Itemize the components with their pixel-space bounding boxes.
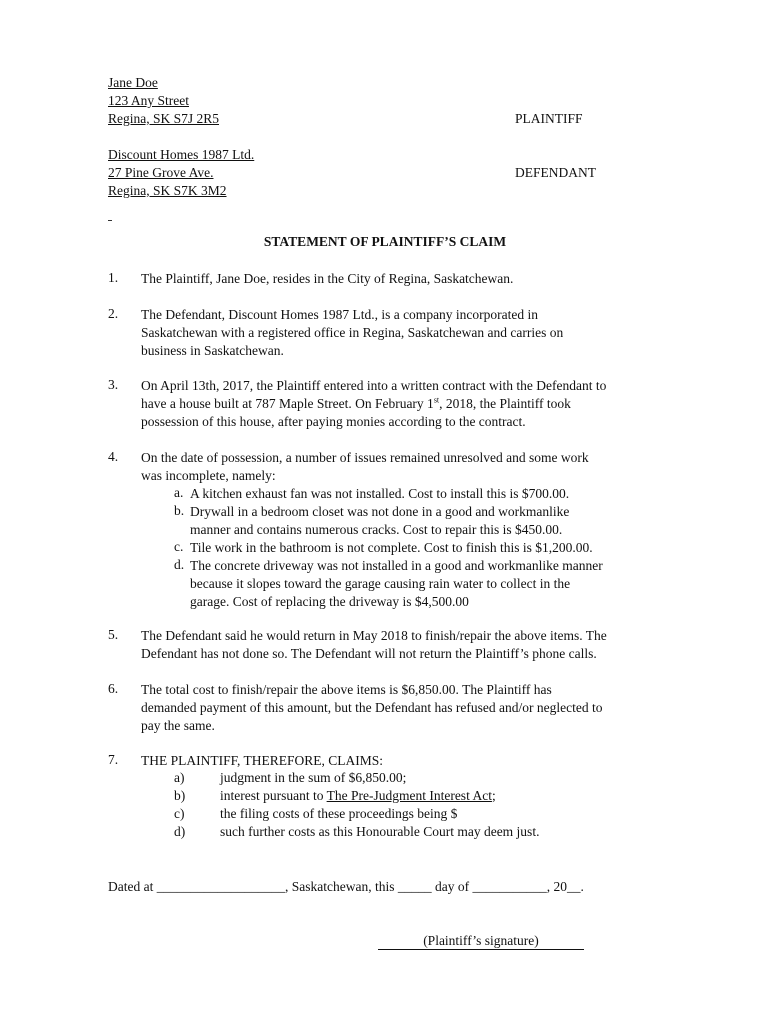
paragraph-number: 1. xyxy=(108,270,119,285)
plaintiff-street: 123 Any Street xyxy=(108,93,189,108)
paragraph-number: 6. xyxy=(108,681,119,696)
plaintiff-city: Regina, SK S7J 2R5 xyxy=(108,111,220,126)
paragraph-line: have a house built at 787 Maple Street. On February 1st, 2018, the Plaintiff took xyxy=(141,395,571,411)
paragraph-line: On the date of possession, a number of issues remained unresolved and some work xyxy=(141,450,589,465)
paragraph-line: was incomplete, namely: xyxy=(141,468,276,483)
paragraph-line: pay the same. xyxy=(141,718,215,733)
paragraph-line: THE PLAINTIFF, THEREFORE, CLAIMS: xyxy=(141,753,384,768)
paragraph-number: 3. xyxy=(108,377,119,392)
paragraph-line: demanded payment of this amount, but the Defendant has refused and/or neglected to xyxy=(141,700,603,715)
defendant-city: Regina, SK S7K 3M2 xyxy=(108,183,227,198)
signature-label: (Plaintiff’s signature) xyxy=(423,933,539,948)
defendant-name: Discount Homes 1987 Ltd. xyxy=(108,147,255,162)
paragraph-line: Defendant has not done so. The Defendant will not return the Plaintiff’s phone calls. xyxy=(141,646,597,661)
act-name: The Pre-Judgment Interest Act xyxy=(326,788,492,803)
paragraph-line: possession of this house, after paying monies according to the contract. xyxy=(141,414,526,429)
document-title: STATEMENT OF PLAINTIFF’S CLAIM xyxy=(263,234,507,249)
defendant-role: DEFENDANT xyxy=(515,165,596,180)
paragraph-line: Saskatchewan with a registered office in Regina, Saskatchewan and carries on xyxy=(141,325,564,340)
paragraph-number: 5. xyxy=(108,627,119,642)
plaintiff-role: PLAINTIFF xyxy=(515,111,583,126)
signature-line xyxy=(378,932,584,950)
plaintiff-name-line xyxy=(108,74,158,92)
paragraph-line: The Defendant said he would return in May 2018 to finish/repair the above items. The xyxy=(141,628,607,643)
paragraph-number: 7. xyxy=(108,752,119,767)
paragraph-number: 2. xyxy=(108,306,119,321)
document-page: Jane Doe 123 Any Street Regina, SK S7J 2R5 PLAINTIFF Discount Homes 1987 Ltd. 27 Pine Grove Ave. Regina, SK S7K 3M2 DEFENDANT STATEMENT OF PLAINTIFF’S CLAIM 1. The Plaintiff, Jane Doe, resides in the City of Regina, Saskatchewan. 2. The Defendant, Discount Homes 1987 Ltd., is a company incorporated in Saskatchewan with a registered office in Regina, Saskatchewan and carries on business in Saskatchewan. 3. On April 13th, 2017, the Plaintiff entered into a written contract with the Defendant to have a house built at 787 Maple Street. On February 1st, 2018, the Plaintiff took possession of this house, after paying monies according to the contract. 4. On the date of possession, a number of issues remained unresolved and some work was incomplete, namely: a. A kitchen exhaust fan was not installed. Cost to install this is $700.00. b. Drywall in a bedroom closet was not done in a good and workmanlike manner and contains numerous cracks. Cost to repair this is $450.00. c. Tile work in the bathroom is not complete. Cost to finish this is $1,200.00. d. The concrete driveway was not installed in a good and workmanlike manner because it slopes toward the garage causing rain water to collect in the garage. Cost of replacing the driveway is $4,500.00 5. The Defendant said he would return in May 2018 to finish/repair the above items. The Defendant has not done so. The Defendant will not return the Plaintiff’s phone calls. 6. The total cost to finish/repair the above items is $6,850.00. The Plaintiff has demanded payment of this amount, but the Defendant has refused and/or neglected to pay the same. 7. THE PLAINTIFF, THEREFORE, CLAIMS: a) judgment in the sum of $6,850.00; b) interest pursuant to The Pre-Judgment Interest Act; c) the filing costs of these proceedings being $ d) such further costs as this Honourable Court may deem just. Dated at ___________________, Saskatchewan, this _____ day of ___________, 20__. (Plaintiff’s signature) xyxy=(0,0,770,1024)
defendant-street: 27 Pine Grove Ave. xyxy=(108,165,214,180)
dated-line: Dated at ___________________, Saskatchewan, this _____ day of ___________, 20__. xyxy=(108,879,584,894)
paragraph-line: The total cost to finish/repair the above items is $6,850.00. The Plaintiff has xyxy=(141,682,552,697)
paragraph-line: On April 13th, 2017, the Plaintiff entered into a written contract with the Defendant to xyxy=(141,378,607,393)
paragraph-line: The Plaintiff, Jane Doe, resides in the City of Regina, Saskatchewan. xyxy=(141,271,514,286)
paragraph-number: 4. xyxy=(108,449,119,464)
paragraph-line: business in Saskatchewan. xyxy=(141,343,284,358)
paragraph-line: The Defendant, Discount Homes 1987 Ltd., is a company incorporated in xyxy=(141,307,539,322)
plaintiff-name: Jane Doe xyxy=(108,75,158,90)
stray-mark xyxy=(108,220,112,222)
